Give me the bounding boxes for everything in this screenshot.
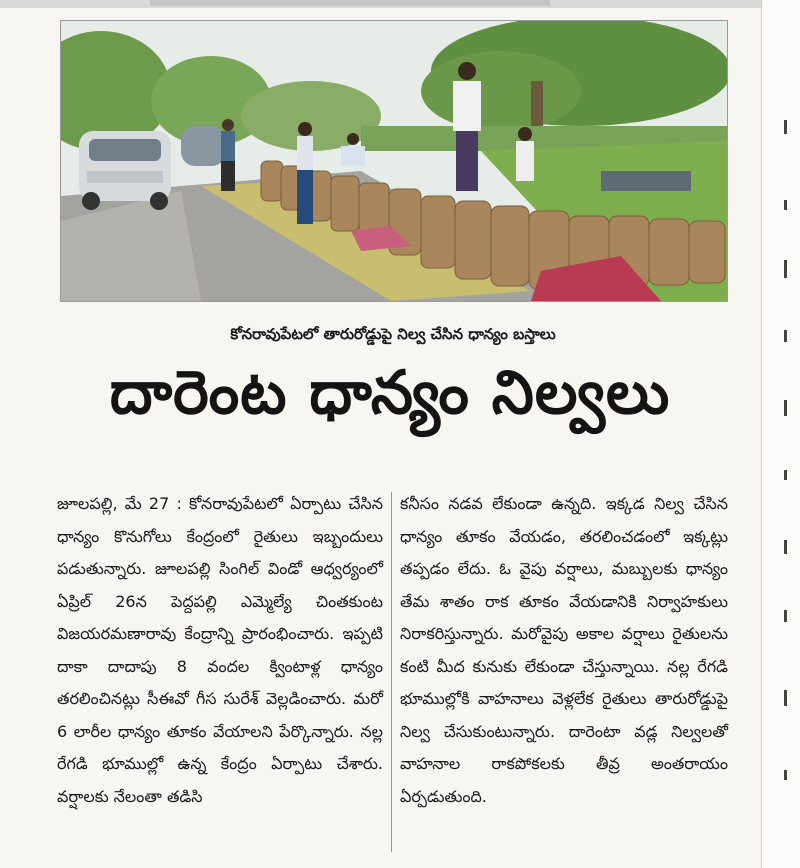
news-photo xyxy=(60,20,728,302)
article-column-right: కనీసం నడవ లేకుండా ఉన్నది. ఇక్కడ నిల్వ చేసిన ధాన్యం తూకం వేయడం, తరలించడంలో ఇక్కట్లు తప్పడం లేదు. ఓ వైపు వర్షాలు, మబ్బులకు ధాన్యం తేమ శాతం రాక తూకం వేయడానికి నిర్వాహకులు నిరాకరిస్తున్నారు. మరోవైపు అకాల వర్షాలు రైతులను కంటి మీద కునుకు లేకుండా చేస్తున్నాయి. నల్ల రేగడి భూముల్లోకి వాహనాలు వెళ్లలేక రైతులు తారురోడ్డుపై నిల్వ చేసుకుంటున్నారు. దారెంటా వడ్ల నిల్వలతో వాహనాల రాకపోకలకు తీవ్ర అంతరాయం ఏర్పడుతుంది. xyxy=(400,494,728,806)
column-divider xyxy=(391,492,392,852)
article-column-left: జూలపల్లి, మే 27 : కోనరావుపేటలో ఏర్పాటు చేసిన ధాన్యం కొనుగోలు కేంద్రంలో రైతులు ఇబ్బందులు పడుతున్నారు. జూలపల్లి సింగిల్ విండో ఆధ్వర్యంలో ఏప్రిల్ 26న పెద్దపల్లి ఎమ్మెల్యే చింతకుంట విజయరమణారావు కేంద్రాన్ని ప్రారంభించారు. ఇప్పటి దాకా దాదాపు 8 వందల క్వింటాళ్ల ధాన్యం తరలించినట్లు సీఈవో గీస సురేశ్ వెల్లడించారు. మరో 6 లారీల ధాన్యం తూకం వేయాలని పేర్కొన్నారు. నల్ల రేగడి భూముల్లో ఉన్న కేంద్రం ఏర్పాటు చేశారు. వర్షాలకు నేలంతా తడిసి xyxy=(57,494,383,806)
adjacent-column-edge xyxy=(761,0,800,868)
top-tab xyxy=(150,0,550,6)
headline: దారెంట ధాన్యం నిల్వలు xyxy=(109,358,671,428)
photo-grain-sacks-on-road-icon xyxy=(61,21,727,301)
photo-caption: కోనరావుపేటలో తారురోడ్డుపై నిల్వ చేసిన ధాన్యం బస్తాలు xyxy=(230,325,556,343)
top-rule xyxy=(0,0,800,8)
